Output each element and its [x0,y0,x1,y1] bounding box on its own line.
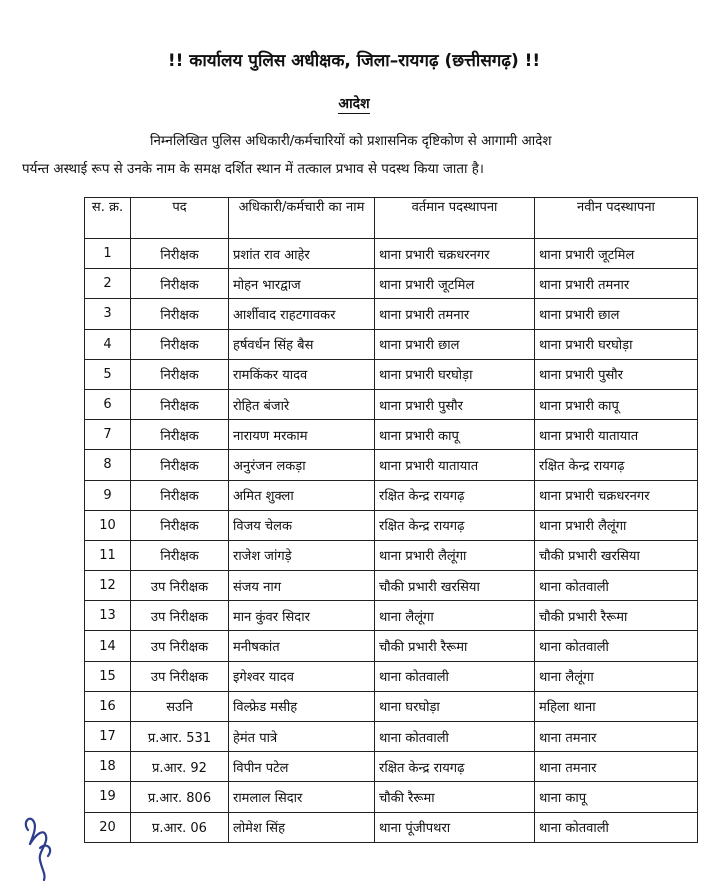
cell-name: इगेश्वर यादव [229,661,375,691]
cell-post: उप निरीक्षक [131,571,229,601]
cell-post: प्र.आर. 806 [131,782,229,812]
cell-new-posting: थाना प्रभारी पुसौर [535,359,698,389]
table-row [85,329,698,359]
cell-new-posting: थाना प्रभारी छाल [535,299,698,329]
intro-paragraph [22,128,698,184]
cell-new-posting: थाना प्रभारी घरघोड़ा [535,329,698,359]
cell-new-posting: थाना प्रभारी लैलूंगा [535,510,698,540]
cell-current-posting: थाना प्रभारी जूटमिल [375,269,535,299]
cell-post: निरीक्षक [131,239,229,269]
table-row [85,359,698,389]
col-header-name: अधिकारी/कर्मचारी का नाम [229,198,375,239]
table-row [85,389,698,419]
cell-post: उप निरीक्षक [131,661,229,691]
cell-new-posting: थाना प्रभारी जूटमिल [535,239,698,269]
col-header-new-posting: नवीन पदस्थापना [535,198,698,239]
cell-current-posting: थाना प्रभारी पुसौर [375,389,535,419]
cell-current-posting: थाना पूंजीपथरा [375,812,535,842]
cell-current-posting: थाना घरघोड़ा [375,691,535,721]
table-row [85,661,698,691]
table-row [85,540,698,570]
cell-serial: 20 [85,812,131,842]
cell-name: विजय चेलक [229,510,375,540]
cell-name: रामकिंकर यादव [229,359,375,389]
cell-current-posting: थाना प्रभारी चक्रधरनगर [375,239,535,269]
cell-current-posting: चौकी रैरूमा [375,782,535,812]
cell-post: प्र.आर. 92 [131,752,229,782]
cell-post: निरीक्षक [131,540,229,570]
cell-post: निरीक्षक [131,420,229,450]
cell-current-posting: थाना प्रभारी यातायात [375,450,535,480]
cell-current-posting: थाना प्रभारी तमनार [375,299,535,329]
cell-name: मनीषकांत [229,631,375,661]
cell-name: रोहित बंजारे [229,389,375,419]
cell-current-posting: थाना कोतवाली [375,661,535,691]
table-row [85,601,698,631]
cell-name: नारायण मरकाम [229,420,375,450]
cell-name: राजेश जांगड़े [229,540,375,570]
cell-post: उप निरीक्षक [131,601,229,631]
col-header-post: पद [131,198,229,239]
table-row [85,299,698,329]
order-heading-text: आदेश [338,96,370,112]
signature-mark [18,808,62,882]
cell-serial: 13 [85,601,131,631]
cell-post: निरीक्षक [131,480,229,510]
cell-post: निरीक्षक [131,389,229,419]
cell-serial: 2 [85,269,131,299]
cell-serial: 7 [85,420,131,450]
cell-post: उप निरीक्षक [131,631,229,661]
cell-name: लोमेश सिंह [229,812,375,842]
cell-name: आर्शीवाद राहटगावकर [229,299,375,329]
cell-new-posting: थाना कोतवाली [535,571,698,601]
cell-post: निरीक्षक [131,269,229,299]
cell-serial: 19 [85,782,131,812]
cell-current-posting: थाना प्रभारी घरघोड़ा [375,359,535,389]
table-row [85,450,698,480]
table-row [85,269,698,299]
table-row [85,631,698,661]
cell-serial: 16 [85,691,131,721]
cell-serial: 4 [85,329,131,359]
cell-current-posting: रक्षित केन्द्र रायगढ़ [375,510,535,540]
cell-new-posting: थाना तमनार [535,752,698,782]
cell-current-posting: रक्षित केन्द्र रायगढ़ [375,752,535,782]
cell-new-posting: थाना प्रभारी चक्रधरनगर [535,480,698,510]
transfer-table [84,197,698,843]
cell-serial: 14 [85,631,131,661]
cell-post: निरीक्षक [131,299,229,329]
cell-new-posting: थाना प्रभारी यातायात [535,420,698,450]
cell-name: रामलाल सिदार [229,782,375,812]
cell-post: प्र.आर. 06 [131,812,229,842]
cell-new-posting: महिला थाना [535,691,698,721]
cell-serial: 6 [85,389,131,419]
col-header-current-posting: वर्तमान पदस्थापना [375,198,535,239]
cell-current-posting: थाना कोतवाली [375,722,535,752]
cell-serial: 18 [85,752,131,782]
cell-post: प्र.आर. 531 [131,722,229,752]
cell-current-posting: थाना प्रभारी कापू [375,420,535,450]
cell-post: निरीक्षक [131,359,229,389]
cell-name: हर्षवर्धन सिंह बैस [229,329,375,359]
cell-name: मोहन भारद्वाज [229,269,375,299]
cell-post: निरीक्षक [131,329,229,359]
cell-serial: 15 [85,661,131,691]
order-heading [0,94,708,113]
table-row [85,691,698,721]
table-header-row [85,198,698,239]
cell-serial: 5 [85,359,131,389]
cell-serial: 9 [85,480,131,510]
cell-current-posting: चौकी प्रभारी रैरूमा [375,631,535,661]
table-row [85,239,698,269]
intro-line-1: निम्नलिखित पुलिस अधिकारी/कर्मचारियों को प्रशासनिक दृष्टिकोण से आगामी आदेश [150,134,552,149]
cell-serial: 10 [85,510,131,540]
col-header-serial: स. क्र. [85,198,131,239]
intro-line-2: पर्यन्त अस्थाई रूप से उनके नाम के समक्ष दर्शित स्थान में तत्काल प्रभाव से पदस्थ किया जाता है। [22,162,484,177]
cell-name: अनुरंजन लकड़ा [229,450,375,480]
cell-name: हेमंत पात्रे [229,722,375,752]
cell-current-posting: रक्षित केन्द्र रायगढ़ [375,480,535,510]
cell-name: संजय नाग [229,571,375,601]
cell-new-posting: चौकी प्रभारी रैरूमा [535,601,698,631]
cell-new-posting: थाना कोतवाली [535,812,698,842]
table-row [85,782,698,812]
cell-serial: 12 [85,571,131,601]
cell-new-posting: चौकी प्रभारी खरसिया [535,540,698,570]
cell-serial: 17 [85,722,131,752]
cell-serial: 8 [85,450,131,480]
cell-current-posting: थाना लैलूंगा [375,601,535,631]
cell-serial: 3 [85,299,131,329]
cell-name: विल्फ्रेड मसीह [229,691,375,721]
table-row [85,752,698,782]
cell-new-posting: थाना तमनार [535,722,698,752]
cell-new-posting: थाना प्रभारी कापू [535,389,698,419]
table-row [85,480,698,510]
table-row [85,510,698,540]
cell-post: निरीक्षक [131,510,229,540]
cell-post: निरीक्षक [131,450,229,480]
cell-name: मान कुंवर सिदार [229,601,375,631]
cell-name: अमित शुक्ला [229,480,375,510]
cell-new-posting: थाना लैलूंगा [535,661,698,691]
table-row [85,420,698,450]
cell-new-posting: थाना कापू [535,782,698,812]
cell-post: सउनि [131,691,229,721]
cell-new-posting: रक्षित केन्द्र रायगढ़ [535,450,698,480]
page-title: !! कार्यालय पुलिस अधीक्षक, जिला–रायगढ़ (छत्तीसगढ़) !! [167,51,541,71]
cell-serial: 11 [85,540,131,570]
table-row [85,812,698,842]
table-row [85,722,698,752]
cell-current-posting: थाना प्रभारी लैलूंगा [375,540,535,570]
table-row [85,571,698,601]
cell-new-posting: थाना कोतवाली [535,631,698,661]
cell-serial: 1 [85,239,131,269]
cell-current-posting: थाना प्रभारी छाल [375,329,535,359]
cell-current-posting: चौकी प्रभारी खरसिया [375,571,535,601]
cell-new-posting: थाना प्रभारी तमनार [535,269,698,299]
cell-name: विपीन पटेल [229,752,375,782]
cell-name: प्रशांत राव आहेर [229,239,375,269]
